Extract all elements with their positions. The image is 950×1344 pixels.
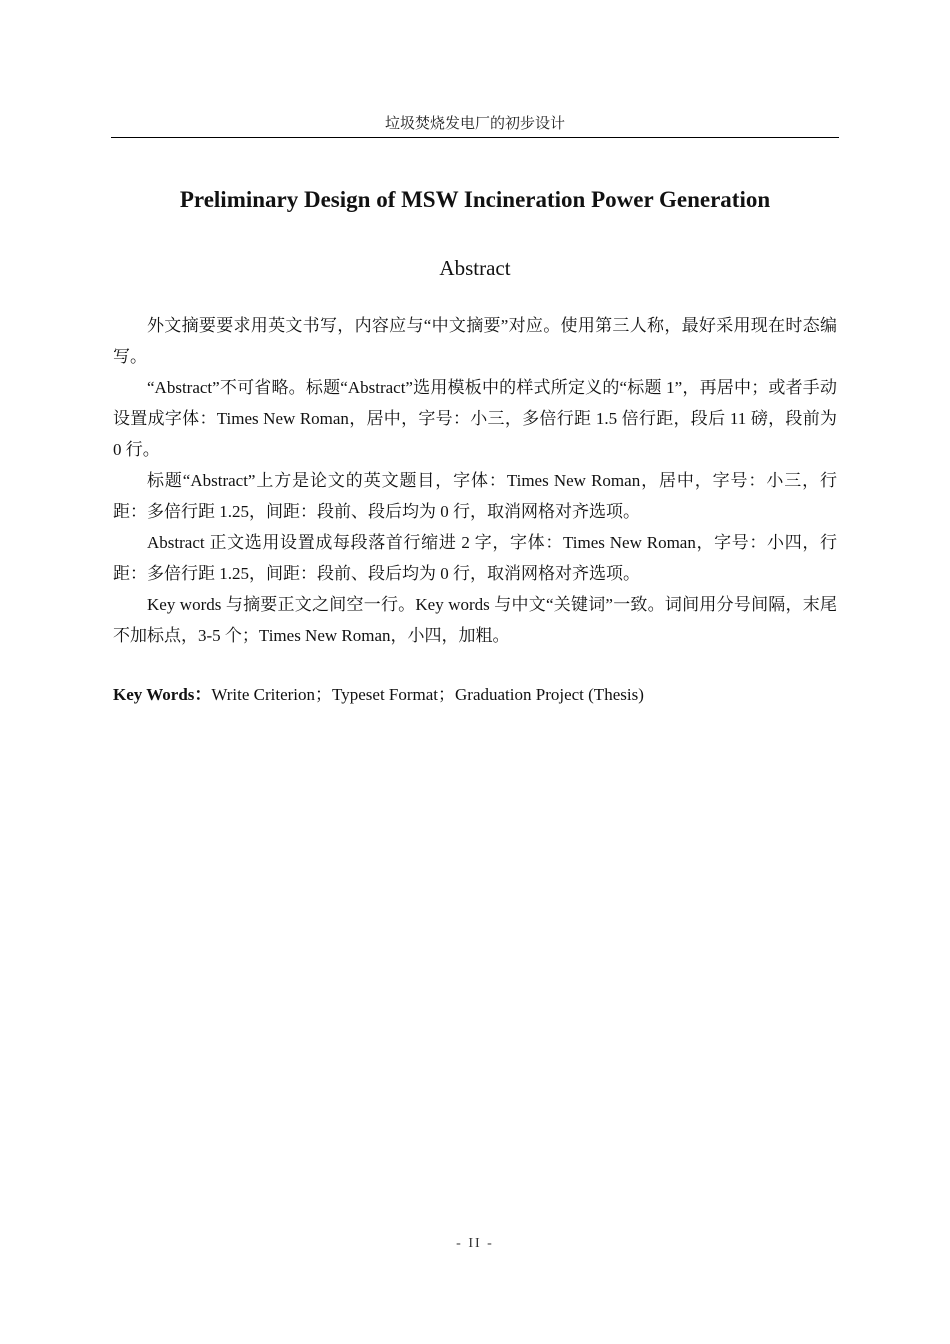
abstract-body [113, 310, 837, 651]
keywords-line [113, 680, 837, 710]
keywords-label: Key Words： [113, 685, 212, 704]
page-number: - II - [456, 1236, 494, 1251]
keywords-text: Write Criterion；Typeset Format；Graduation Project (Thesis) [211, 685, 644, 704]
header-rule [111, 137, 839, 138]
abstract-paragraph: “Abstract”不可省略。标题“Abstract”选用模板中的样式所定义的“标题 1”，再居中；或者手动设置成字体：Times New Roman，居中，字号：小三，多倍行距 1.5 倍行距，段后 11 磅，段前为 0 行。 [113, 378, 837, 459]
abstract-paragraph: Abstract 正文选用设置成每段落首行缩进 2 字，字体：Times New Roman，字号：小四，行距：多倍行距 1.25，间距：段前、段后均为 0 行，取消网格对齐选项。 [113, 533, 837, 583]
abstract-paragraph: Key words 与摘要正文之间空一行。Key words 与中文“关键词”一致。词间用分号间隔，末尾不加标点，3-5 个；Times New Roman，小四，加粗。 [113, 595, 837, 645]
abstract-heading: Abstract [439, 256, 511, 280]
running-header: 垃圾焚烧发电厂的初步设计 [384, 116, 565, 132]
abstract-paragraph: 外文摘要要求用英文书写，内容应与“中文摘要”对应。使用第三人称，最好采用现在时态编写。 [113, 316, 837, 366]
english-title: Preliminary Design of MSW Incineration Power Generation [179, 187, 771, 212]
abstract-paragraph: 标题“Abstract”上方是论文的英文题目，字体：Times New Roman，居中，字号：小三，行距：多倍行距 1.25，间距：段前、段后均为 0 行，取消网格对齐选项。 [113, 471, 837, 521]
